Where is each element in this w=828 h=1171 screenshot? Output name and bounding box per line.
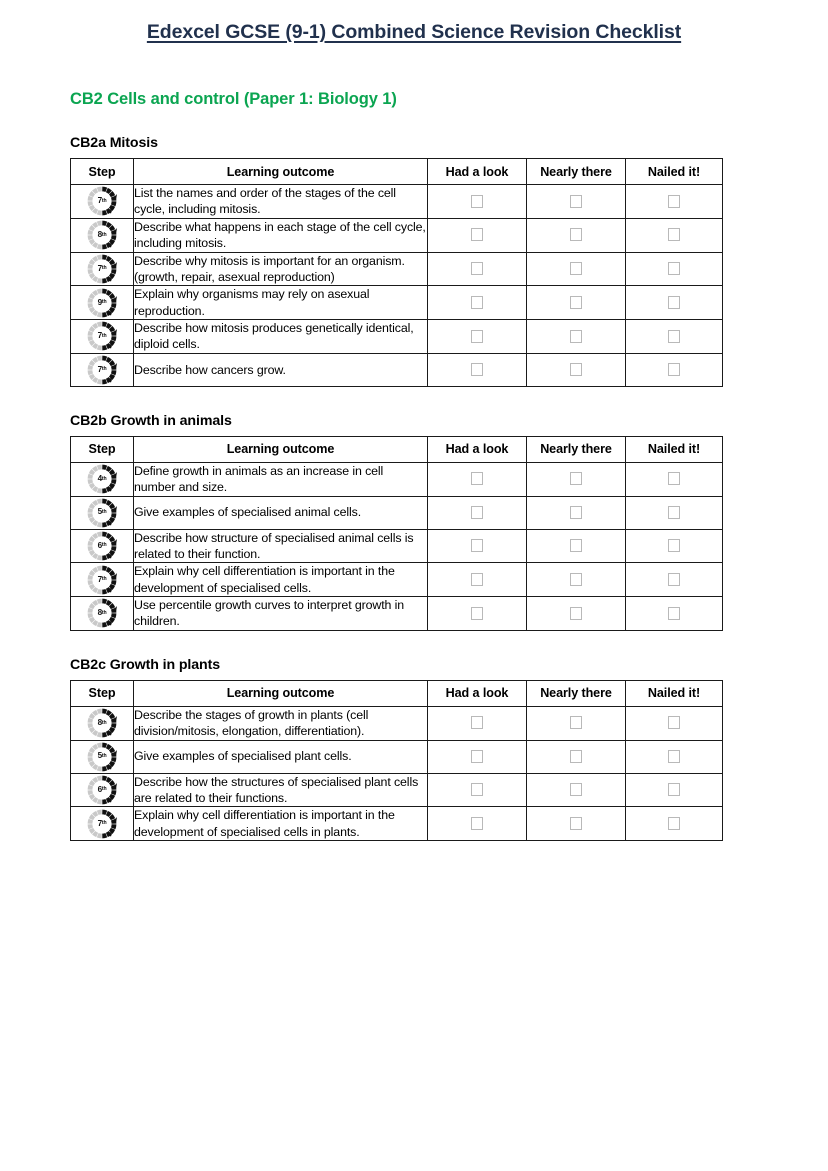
section-heading: CB2 Cells and control (Paper 1: Biology 1)	[70, 90, 397, 108]
checkbox-nailed-it[interactable]	[668, 228, 680, 241]
checkbox-nearly-there[interactable]	[570, 330, 582, 343]
step-dial-icon	[86, 185, 118, 217]
checkbox-had-a-look[interactable]	[471, 363, 483, 376]
table-row	[71, 807, 723, 841]
table-row	[71, 462, 723, 496]
checkbox-cell-nearly-there[interactable]	[527, 462, 626, 496]
step-dial-icon	[86, 354, 118, 386]
step-number-label: 4 th	[97, 474, 107, 484]
step-number-label: 6 th	[97, 784, 107, 794]
step-cell	[71, 353, 134, 386]
table-row	[71, 706, 723, 740]
learning-outcome-cell: Give examples of specialised plant cells.	[134, 740, 428, 773]
step-cell	[71, 286, 134, 320]
step-dial-icon	[86, 774, 118, 806]
checkbox-had-a-look[interactable]	[471, 506, 483, 519]
checkbox-cell-nearly-there[interactable]	[527, 563, 626, 597]
column-header-had-a-look: Had a look	[428, 436, 527, 462]
checkbox-had-a-look[interactable]	[471, 195, 483, 208]
checkbox-cell-nearly-there[interactable]	[527, 773, 626, 807]
column-header-step: Step	[71, 680, 134, 706]
checkbox-had-a-look[interactable]	[471, 262, 483, 275]
step-ordinal-suffix: th	[101, 231, 107, 238]
table-row	[71, 320, 723, 354]
step-ordinal-suffix: th	[101, 197, 107, 204]
checkbox-cell-nearly-there[interactable]	[527, 740, 626, 773]
column-header-nailed-it: Nailed it!	[626, 159, 723, 185]
step-number-label: 6 th	[97, 540, 107, 550]
checkbox-cell-had-a-look[interactable]	[428, 353, 527, 386]
checkbox-cell-nearly-there[interactable]	[527, 597, 626, 631]
checkbox-cell-had-a-look[interactable]	[428, 286, 527, 320]
table-row	[71, 496, 723, 529]
step-number-label: 7 th	[97, 574, 107, 584]
checkbox-nailed-it[interactable]	[668, 195, 680, 208]
step-number-label: 7 th	[97, 331, 107, 341]
checkbox-cell-had-a-look[interactable]	[428, 252, 527, 286]
learning-outcome-cell: Explain why organisms may rely on asexual reproduction.	[134, 286, 428, 320]
step-number-label: 5 th	[97, 751, 107, 761]
step-ordinal-suffix: th	[101, 265, 107, 272]
column-header-had-a-look: Had a look	[428, 159, 527, 185]
checkbox-cell-nailed-it[interactable]	[626, 218, 723, 252]
step-dial-icon	[86, 741, 118, 773]
checkbox-cell-nearly-there[interactable]	[527, 185, 626, 219]
step-cell	[71, 740, 134, 773]
column-header-nailed-it: Nailed it!	[626, 680, 723, 706]
learning-outcome-cell: Give examples of specialised animal cells.	[134, 496, 428, 529]
checkbox-had-a-look[interactable]	[471, 330, 483, 343]
checkbox-cell-nailed-it[interactable]	[626, 773, 723, 807]
step-cell	[71, 252, 134, 286]
table-row	[71, 529, 723, 563]
topic-heading-cb2a: CB2a Mitosis	[70, 135, 158, 151]
step-number-label: 5 th	[97, 507, 107, 517]
learning-outcome-cell: Use percentile growth curves to interpret growth in children.	[134, 597, 428, 631]
checkbox-nearly-there[interactable]	[570, 195, 582, 208]
checkbox-nearly-there[interactable]	[570, 363, 582, 376]
column-header-step: Step	[71, 159, 134, 185]
step-number-label: 8 th	[97, 718, 107, 728]
checkbox-had-a-look[interactable]	[471, 573, 483, 586]
checkbox-had-a-look[interactable]	[471, 472, 483, 485]
checkbox-cell-nailed-it[interactable]	[626, 563, 723, 597]
column-header-nearly-there: Nearly there	[527, 680, 626, 706]
checkbox-cell-nailed-it[interactable]	[626, 185, 723, 219]
table-row	[71, 185, 723, 219]
page-title	[0, 0, 828, 44]
learning-outcome-cell: List the names and order of the stages of the cell cycle, including mitosis.	[134, 185, 428, 219]
checkbox-cell-had-a-look[interactable]	[428, 597, 527, 631]
step-number-label: 9 th	[97, 297, 107, 307]
column-header-learning-outcome: Learning outcome	[134, 680, 428, 706]
table-header-row	[71, 436, 723, 462]
table-header-row	[71, 159, 723, 185]
step-cell	[71, 320, 134, 354]
step-ordinal-suffix: th	[101, 752, 107, 759]
checkbox-cell-had-a-look[interactable]	[428, 563, 527, 597]
checkbox-nailed-it[interactable]	[668, 716, 680, 729]
checkbox-had-a-look[interactable]	[471, 716, 483, 729]
step-ordinal-suffix: th	[101, 508, 107, 515]
step-dial-icon	[86, 463, 118, 495]
step-dial-icon	[86, 497, 118, 529]
step-ordinal-suffix: th	[101, 609, 107, 616]
checkbox-nearly-there[interactable]	[570, 262, 582, 275]
table-row	[71, 218, 723, 252]
checkbox-had-a-look[interactable]	[471, 783, 483, 796]
checkbox-cell-nailed-it[interactable]	[626, 286, 723, 320]
step-cell	[71, 706, 134, 740]
topics-container	[0, 135, 828, 841]
step-ordinal-suffix: th	[101, 719, 107, 726]
checkbox-had-a-look[interactable]	[471, 607, 483, 620]
checkbox-cell-nailed-it[interactable]	[626, 462, 723, 496]
checkbox-cell-had-a-look[interactable]	[428, 496, 527, 529]
step-number-label: 7 th	[97, 196, 107, 206]
learning-outcome-cell: Explain why cell differentiation is important in the development of specialised cells.	[134, 563, 428, 597]
step-ordinal-suffix: th	[101, 786, 107, 793]
step-ordinal-suffix: th	[101, 332, 107, 339]
checkbox-nearly-there[interactable]	[570, 506, 582, 519]
checkbox-nailed-it[interactable]	[668, 330, 680, 343]
step-ordinal-suffix: th	[101, 475, 107, 482]
table-row	[71, 597, 723, 631]
checklist-table-cb2a	[70, 158, 723, 387]
checkbox-cell-nailed-it[interactable]	[626, 807, 723, 841]
column-header-had-a-look: Had a look	[428, 680, 527, 706]
table-row	[71, 563, 723, 597]
checkbox-nearly-there[interactable]	[570, 472, 582, 485]
checkbox-cell-nailed-it[interactable]	[626, 706, 723, 740]
checkbox-cell-nearly-there[interactable]	[527, 353, 626, 386]
checkbox-had-a-look[interactable]	[471, 539, 483, 552]
checkbox-cell-had-a-look[interactable]	[428, 773, 527, 807]
checkbox-cell-had-a-look[interactable]	[428, 706, 527, 740]
checkbox-nailed-it[interactable]	[668, 539, 680, 552]
checkbox-nearly-there[interactable]	[570, 750, 582, 763]
checkbox-cell-nearly-there[interactable]	[527, 286, 626, 320]
step-ordinal-suffix: th	[101, 542, 107, 549]
checkbox-nailed-it[interactable]	[668, 296, 680, 309]
checkbox-cell-nailed-it[interactable]	[626, 353, 723, 386]
checkbox-nearly-there[interactable]	[570, 296, 582, 309]
step-dial-icon	[86, 707, 118, 739]
checkbox-cell-had-a-look[interactable]	[428, 462, 527, 496]
learning-outcome-cell: Describe how cancers grow.	[134, 353, 428, 386]
step-dial-icon	[86, 530, 118, 562]
table-row	[71, 773, 723, 807]
checkbox-nearly-there[interactable]	[570, 573, 582, 586]
table-row	[71, 286, 723, 320]
learning-outcome-cell: Describe why mitosis is important for an organism. (growth, repair, asexual reproduction)	[134, 252, 428, 286]
column-header-learning-outcome: Learning outcome	[134, 436, 428, 462]
step-ordinal-suffix: th	[101, 576, 107, 583]
step-number-label: 7 th	[97, 818, 107, 828]
step-number-label: 7 th	[97, 364, 107, 374]
table-row	[71, 252, 723, 286]
step-cell	[71, 597, 134, 631]
checklist-table-cb2c	[70, 680, 723, 841]
checkbox-nearly-there[interactable]	[570, 783, 582, 796]
checkbox-nailed-it[interactable]	[668, 573, 680, 586]
checkbox-cell-nailed-it[interactable]	[626, 529, 723, 563]
checkbox-nearly-there[interactable]	[570, 228, 582, 241]
step-dial-icon	[86, 253, 118, 285]
checkbox-nailed-it[interactable]	[668, 607, 680, 620]
step-number-label: 8 th	[97, 230, 107, 240]
checkbox-nearly-there[interactable]	[570, 817, 582, 830]
checkbox-nailed-it[interactable]	[668, 750, 680, 763]
table-header-row	[71, 680, 723, 706]
checkbox-had-a-look[interactable]	[471, 296, 483, 309]
checkbox-cell-had-a-look[interactable]	[428, 185, 527, 219]
checkbox-cell-had-a-look[interactable]	[428, 529, 527, 563]
checkbox-had-a-look[interactable]	[471, 228, 483, 241]
topic-heading-cb2b: CB2b Growth in animals	[70, 412, 232, 429]
checkbox-cell-nailed-it[interactable]	[626, 496, 723, 529]
column-header-nailed-it: Nailed it!	[626, 436, 723, 462]
step-dial-icon	[86, 597, 118, 629]
learning-outcome-cell: Describe the stages of growth in plants (cell division/mitosis, elongation, differentiation).	[134, 706, 428, 740]
checkbox-nearly-there[interactable]	[570, 716, 582, 729]
step-cell	[71, 807, 134, 841]
checkbox-nearly-there[interactable]	[570, 539, 582, 552]
page-title-text: Edexcel GCSE (9-1) Combined Science Revision Checklist	[146, 21, 682, 43]
checkbox-cell-nailed-it[interactable]	[626, 252, 723, 286]
step-number-label: 8 th	[97, 608, 107, 618]
checkbox-cell-nearly-there[interactable]	[527, 320, 626, 354]
step-cell	[71, 185, 134, 219]
step-ordinal-suffix: th	[101, 299, 107, 306]
step-cell	[71, 218, 134, 252]
step-ordinal-suffix: th	[101, 820, 107, 827]
checkbox-had-a-look[interactable]	[471, 750, 483, 763]
learning-outcome-cell: Describe how the structures of specialised plant cells are related to their functions.	[134, 773, 428, 807]
step-dial-icon	[86, 287, 118, 319]
checkbox-nearly-there[interactable]	[570, 607, 582, 620]
checkbox-nailed-it[interactable]	[668, 472, 680, 485]
learning-outcome-cell: Describe what happens in each stage of the cell cycle, including mitosis.	[134, 219, 426, 251]
checkbox-cell-had-a-look[interactable]	[428, 218, 527, 252]
checkbox-cell-had-a-look[interactable]	[428, 740, 527, 773]
checkbox-cell-nailed-it[interactable]	[626, 740, 723, 773]
checkbox-cell-nailed-it[interactable]	[626, 320, 723, 354]
checkbox-cell-nearly-there[interactable]	[527, 496, 626, 529]
step-dial-icon	[86, 564, 118, 596]
table-row	[71, 740, 723, 773]
checkbox-cell-nearly-there[interactable]	[527, 218, 626, 252]
learning-outcome-cell: Describe how mitosis produces genetically identical, diploid cells.	[134, 320, 428, 354]
step-dial-icon	[86, 320, 118, 352]
column-header-step: Step	[71, 436, 134, 462]
step-cell	[71, 529, 134, 563]
checklist-table-cb2b	[70, 436, 723, 631]
step-ordinal-suffix: th	[101, 366, 107, 373]
checkbox-cell-nearly-there[interactable]	[527, 252, 626, 286]
checkbox-had-a-look[interactable]	[471, 817, 483, 830]
checkbox-cell-nearly-there[interactable]	[527, 706, 626, 740]
learning-outcome-cell: Explain why cell differentiation is important in the development of specialised cells in plants.	[134, 807, 428, 841]
column-header-nearly-there: Nearly there	[527, 159, 626, 185]
checkbox-cell-nailed-it[interactable]	[626, 597, 723, 631]
checkbox-nailed-it[interactable]	[668, 783, 680, 796]
checkbox-cell-nearly-there[interactable]	[527, 529, 626, 563]
checkbox-nailed-it[interactable]	[668, 363, 680, 376]
step-cell	[71, 563, 134, 597]
column-header-nearly-there: Nearly there	[527, 436, 626, 462]
checkbox-nailed-it[interactable]	[668, 262, 680, 275]
checkbox-cell-nearly-there[interactable]	[527, 807, 626, 841]
step-number-label: 7 th	[97, 263, 107, 273]
column-header-learning-outcome: Learning outcome	[134, 159, 428, 185]
step-cell	[71, 773, 134, 807]
step-cell	[71, 496, 134, 529]
step-dial-icon	[86, 219, 118, 251]
learning-outcome-cell: Describe how structure of specialised animal cells is related to their function.	[134, 529, 428, 563]
checkbox-nailed-it[interactable]	[668, 817, 680, 830]
step-cell	[71, 462, 134, 496]
checkbox-cell-had-a-look[interactable]	[428, 320, 527, 354]
topic-heading-cb2c: CB2c Growth in plants	[70, 656, 221, 673]
table-row	[71, 353, 723, 386]
checkbox-cell-had-a-look[interactable]	[428, 807, 527, 841]
learning-outcome-cell: Define growth in animals as an increase in cell number and size.	[134, 462, 428, 496]
checkbox-nailed-it[interactable]	[668, 506, 680, 519]
step-dial-icon	[86, 808, 118, 840]
